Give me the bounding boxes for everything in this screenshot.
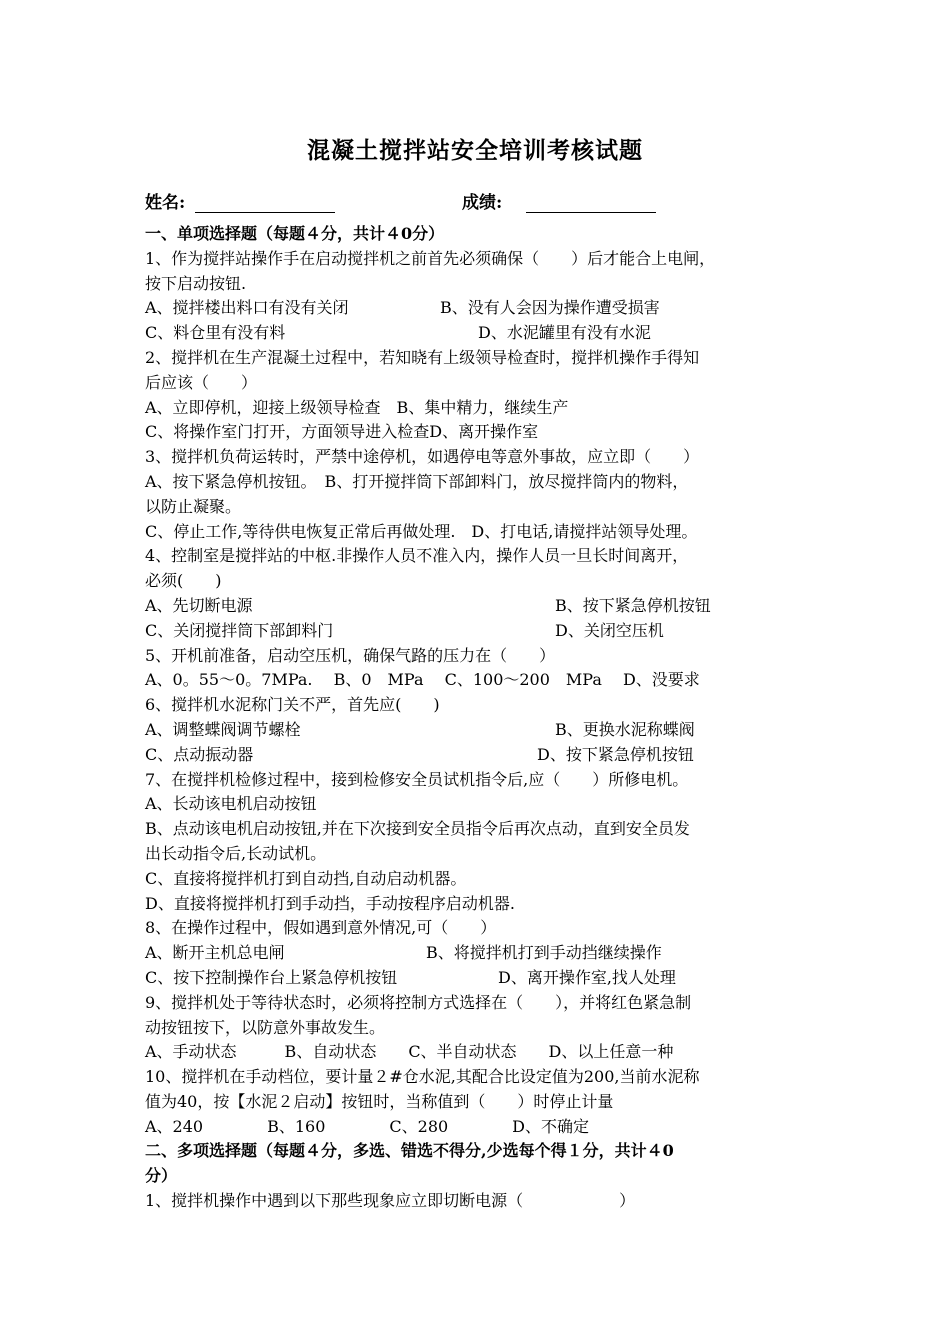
option-line: A、0。55～0。7MPa. B、0 MPa C、100～200 MPa D、没要求 (145, 670, 700, 690)
question-5 (145, 644, 825, 694)
option-line: C、直接将搅拌机打到自动挡,自动启动机器。 (145, 868, 467, 888)
question-text: 必须( ) (145, 571, 222, 591)
option-row (145, 619, 825, 644)
section2-heading-cont: 分） (145, 1166, 178, 1186)
question-text: 4、控制室是搅拌站的中枢.非操作人员不准入内，操作人员一旦长时间离开， (145, 546, 689, 566)
option-line: 以防止凝聚。 (145, 496, 242, 516)
question-3 (145, 445, 825, 544)
question-text: 8、在操作过程中，假如遇到意外情况,可（ ） (145, 918, 497, 938)
question-text: 10、搅拌机在手动档位，要计量２#仓水泥,其配合比设定值为200,当前水泥称 (145, 1067, 700, 1087)
question-text: 2、搅拌机在生产混凝土过程中，若知晓有上级领导检查时，搅拌机操作手得知 (145, 347, 700, 367)
option-line: A、手动状态 B、自动状态 C、半自动状态 D、以上任意一种 (145, 1042, 674, 1062)
question-4 (145, 544, 825, 643)
question-text: 9、搅拌机处于等待状态时，必须将控制方式选择在（ ），并将红色紧急制 (145, 992, 692, 1012)
question-9 (145, 991, 825, 1065)
question-6 (145, 693, 825, 767)
option-b: B、将搅拌机打到手动挡继续操作 (426, 943, 662, 963)
option-a: A、断开主机总电闸 (145, 943, 285, 963)
question-text: 1、搅拌机操作中遇到以下那些现象应立即切断电源（ ） (145, 1191, 636, 1211)
score-field[interactable] (526, 212, 656, 213)
option-line: A、按下紧急停机按钮。 B、打开搅拌筒下部卸料门，放尽搅拌筒内的物料， (145, 471, 689, 491)
question-text: 动按钮按下，以防意外事故发生。 (145, 1017, 386, 1037)
option-a: A、搅拌楼出料口有没有关闭 (145, 298, 349, 318)
option-d: D、水泥罐里有没有水泥 (478, 323, 651, 343)
question-text: 值为40，按【水泥２启动】按钮时，当称值到（ ）时停止计量 (145, 1091, 614, 1111)
option-d: D、关闭空压机 (555, 620, 664, 640)
question-7 (145, 768, 825, 917)
question-text: 7、在搅拌机检修过程中，接到检修安全员试机指令后,应（ ）所修电机。 (145, 769, 689, 789)
question-8 (145, 916, 825, 990)
question-text: 后应该（ ） (145, 372, 258, 392)
option-row (145, 966, 825, 991)
option-line: 出长动指令后,长动试机。 (145, 843, 327, 863)
option-row (145, 321, 825, 346)
header-fields (145, 188, 825, 218)
option-line: A、长动该电机启动按钮 (145, 794, 317, 814)
option-b: B、更换水泥称蝶阀 (555, 719, 695, 739)
exam-body (145, 222, 825, 1214)
option-row (145, 941, 825, 966)
option-row (145, 743, 825, 768)
question-text: 按下启动按钮. (145, 273, 247, 293)
score-label: 成绩: (462, 193, 503, 213)
option-d: D、离开操作室,找人处理 (498, 967, 676, 987)
question-text: 5、开机前准备，启动空压机，确保气路的压力在（ ） (145, 645, 556, 665)
page-title: 混凝土搅拌站安全培训考核试题 (307, 138, 643, 164)
option-a: A、调整蝶阀调节螺栓 (145, 719, 301, 739)
question-1 (145, 247, 825, 346)
option-a: A、先切断电源 (145, 595, 253, 615)
option-line: C、将操作室门打开，方面领导进入检查D、离开操作室 (145, 422, 539, 442)
option-c: C、关闭搅拌筒下部卸料门 (145, 620, 334, 640)
name-field[interactable] (195, 212, 335, 213)
option-c: C、点动振动器 (145, 744, 254, 764)
question-text: 6、搅拌机水泥称门关不严，首先应( ) (145, 695, 440, 715)
option-row (145, 296, 825, 321)
question-text: 1、作为搅拌站操作手在启动搅拌机之前首先必须确保（ ）后才能合上电闸， (145, 248, 716, 268)
section1-heading: 一、单项选择题（每题４分，共计４0分） (145, 224, 445, 243)
question-text: 3、搅拌机负荷运转时，严禁中途停机，如遇停电等意外事故，应立即（ ） (145, 447, 700, 467)
name-label: 姓名: (145, 193, 186, 213)
option-line: C、停止工作,等待供电恢复正常后再做处理. D、打电话,请搅拌站领导处理。 (145, 521, 698, 541)
section2-heading: 二、多项选择题（每题４分，多选、错选不得分,少选每个得１分，共计４0 (145, 1141, 674, 1161)
option-b: B、没有人会因为操作遭受损害 (440, 298, 660, 318)
option-row (145, 594, 825, 619)
option-line: B、点动该电机启动按钮,并在下次接到安全员指令后再次点动，直到安全员发 (145, 819, 690, 839)
option-c: C、按下控制操作台上紧急停机按钮 (145, 967, 398, 987)
option-line: D、直接将搅拌机打到手动挡，手动按程序启动机器. (145, 893, 515, 913)
question-10 (145, 1065, 825, 1139)
option-row (145, 718, 825, 743)
option-d: D、按下紧急停机按钮 (537, 744, 694, 764)
option-c: C、料仓里有没有料 (145, 323, 286, 343)
option-line: A、240 B、160 C、280 D、不确定 (145, 1116, 590, 1136)
option-b: B、按下紧急停机按钮 (555, 595, 711, 615)
question-2 (145, 346, 825, 445)
option-line: A、立即停机，迎接上级领导检查 B、集中精力，继续生产 (145, 397, 569, 417)
